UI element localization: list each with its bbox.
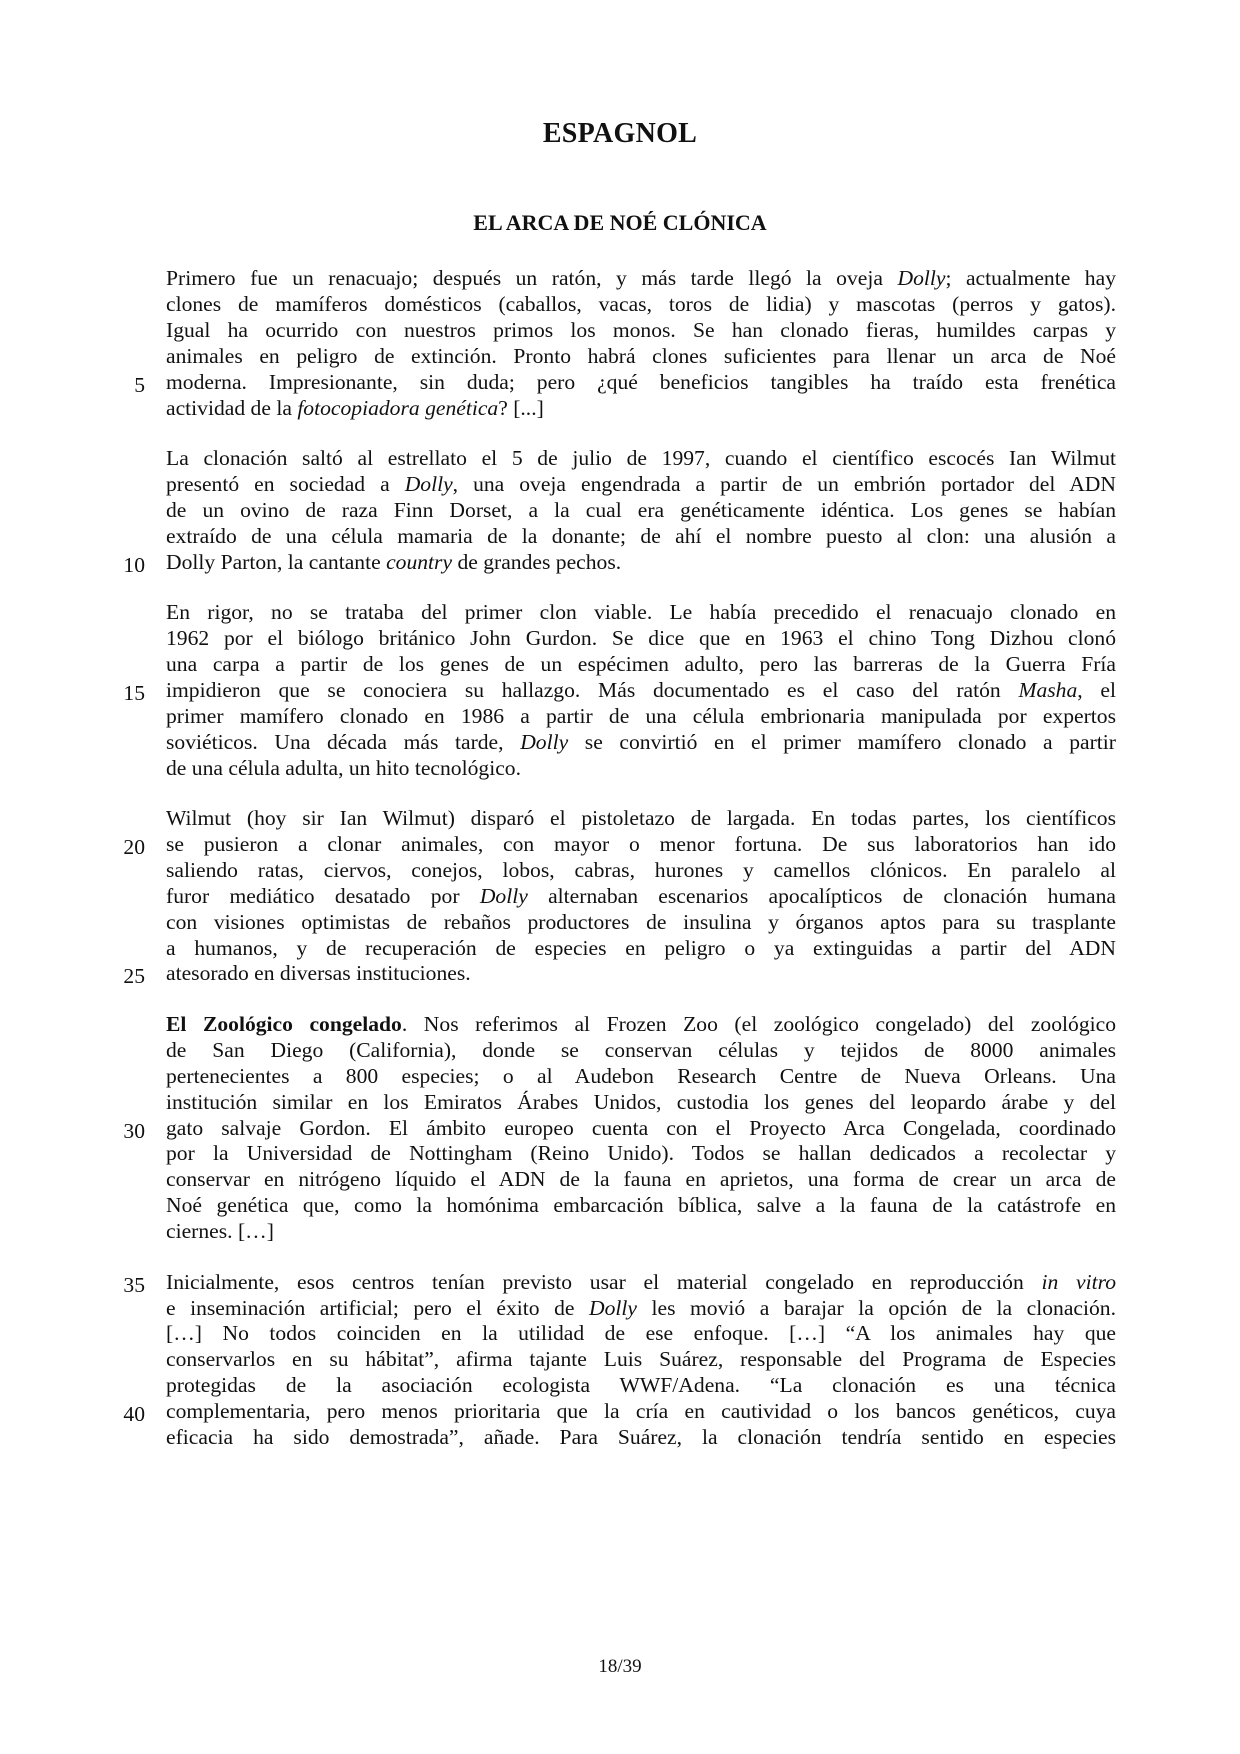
text-segment: soviéticos. Una década más tarde, xyxy=(166,729,521,754)
text-line xyxy=(166,522,1116,550)
text-line xyxy=(166,1371,1116,1399)
text-segment: e inseminación artificial; pero el éxito de xyxy=(166,1295,589,1320)
text-segment: ? [...] xyxy=(498,395,544,420)
text-segment: institución similar en los Emiratos Árabes Unidos, custodia los genes del leopardo árabe y del xyxy=(166,1089,1116,1114)
text-segment: 1962 por el biólogo británico John Gurdon. Se dice que en 1963 el chino Tong Dizhou clonó xyxy=(166,626,1116,650)
text-segment: Inicialmente, esos centros tenían previsto usar el material congelado en reproducción xyxy=(166,1269,1042,1294)
text-line xyxy=(166,934,1116,962)
text-segment: […] No todos coinciden en la utilidad de ese enfoque. […] “A los animales hay que xyxy=(166,1321,1116,1346)
text-line xyxy=(166,856,1116,884)
text-line xyxy=(166,754,1116,782)
italic-text: Dolly xyxy=(404,471,453,496)
italic-text: country xyxy=(386,549,453,574)
text-line xyxy=(166,1191,1116,1219)
text-line xyxy=(166,650,1116,678)
text-segment: ; actualmente hay xyxy=(945,266,1116,290)
italic-text: Dolly xyxy=(479,883,528,908)
text-line xyxy=(166,959,1116,987)
italic-text: Dolly xyxy=(589,1295,637,1320)
text-segment: actividad de la xyxy=(166,395,298,420)
text-segment: alternaban escenarios apocalípticos de clonación humana xyxy=(527,883,1116,908)
text-line xyxy=(166,1294,1116,1322)
text-segment: Primero fue un renacuajo; después un ratón, y más tarde llegó la oveja xyxy=(166,266,898,290)
text-line xyxy=(166,598,1116,626)
text-segment: ciernes. […] xyxy=(166,1219,274,1244)
text-line xyxy=(166,908,1116,936)
italic-text: Dolly xyxy=(520,729,569,754)
text-line xyxy=(166,470,1116,498)
text-segment: a humanos, y de recuperación de especies en peligro o ya extinguidas a partir del ADN xyxy=(166,935,1116,960)
text-segment: moderna. Impresionante, sin duda; pero ¿qué beneficios tangibles ha traído esta frenética xyxy=(166,369,1116,394)
text-segment: . Nos referimos al Frozen Zoo (el zoológico congelado) del zoológico xyxy=(401,1011,1117,1036)
text-segment: atesorado en diversas instituciones. xyxy=(166,961,471,986)
text-line xyxy=(166,1423,1116,1451)
text-line xyxy=(166,496,1116,524)
text-segment: impidieron que se conociera su hallazgo. Más documentado es el caso del ratón xyxy=(166,677,1019,702)
text-line xyxy=(166,1268,1116,1296)
text-segment: conservarlos en su hábitat”, afirma tajante Luis Suárez, responsable del Programa de Especies xyxy=(166,1347,1116,1372)
line-number: 35 xyxy=(123,1272,145,1297)
line-number: 15 xyxy=(123,680,145,705)
bold-text: El Zoológico congelado xyxy=(166,1011,402,1036)
text-line xyxy=(166,1114,1116,1142)
text-line xyxy=(166,342,1116,370)
document-title: EL ARCA DE NOÉ CLÓNICA xyxy=(473,210,767,235)
text-segment: se pusieron a clonar animales, con mayor o menor fortuna. De sus laboratorios han ido xyxy=(166,831,1116,856)
text-segment: La clonación saltó al estrellato el 5 de julio de 1997, cuando el científico escocés Ian Wilmut xyxy=(166,446,1116,470)
text-segment: , el xyxy=(1077,677,1116,702)
line-number: 10 xyxy=(123,552,145,577)
text-segment: se convirtió en el primer mamífero clonado a partir xyxy=(568,729,1116,754)
text-line xyxy=(166,624,1116,652)
text-segment: primer mamífero clonado en 1986 a partir de una célula embrionaria manipulada por expertos xyxy=(166,703,1116,728)
text-line xyxy=(166,444,1116,472)
text-segment: con visiones optimistas de rebaños productores de insulina y órganos aptos para su trasplante xyxy=(166,909,1116,934)
text-segment: , una oveja engendrada a partir de un embrión portador del ADN xyxy=(452,471,1116,496)
text-line xyxy=(166,1397,1116,1425)
text-segment: extraído de una célula mamaria de la donante; de ahí el nombre puesto al clon: una alusión a xyxy=(166,523,1116,548)
text-segment: de grandes pechos. xyxy=(452,549,622,574)
text-segment: de un ovino de raza Finn Dorset, a la cual era genéticamente idéntica. Los genes se habían xyxy=(166,497,1116,522)
text-segment: eficacia ha sido demostrada”, añade. Para Suárez, la clonación tendría sentido en especies xyxy=(166,1425,1116,1449)
page-number: 18/39 xyxy=(598,1656,642,1677)
text-line xyxy=(166,702,1116,730)
text-segment: de una célula adulta, un hito tecnológico. xyxy=(166,755,521,780)
text-segment: presentó en sociedad a xyxy=(166,471,405,496)
italic-text: Masha xyxy=(1018,677,1078,702)
text-line xyxy=(166,1319,1116,1347)
text-line xyxy=(166,1036,1116,1064)
text-line xyxy=(166,316,1116,344)
text-segment: una carpa a partir de los genes de un espécimen adulto, pero las barreras de la Guerra Fría xyxy=(166,651,1116,676)
line-number: 20 xyxy=(123,834,145,859)
line-number: 5 xyxy=(134,372,145,397)
page-header: ESPAGNOL xyxy=(542,118,698,149)
text-line xyxy=(166,1062,1116,1090)
text-segment: saliendo ratas, ciervos, conejos, lobos, cabras, hurones y camellos clónicos. En paralelo al xyxy=(166,857,1116,882)
text-segment: animales en peligro de extinción. Pronto habrá clones suficientes para llenar un arca de Noé xyxy=(166,343,1116,368)
text-segment: En rigor, no se trataba del primer clon viable. Le había precedido el renacuajo clonado en xyxy=(166,600,1116,625)
text-line xyxy=(166,264,1116,292)
text-segment: clones de mamíferos domésticos (caballos, vacas, toros de lidia) y mascotas (perros y gatos). xyxy=(166,291,1116,316)
italic-text: in vitro xyxy=(1041,1269,1116,1294)
italic-text: fotocopiadora genética xyxy=(297,395,499,420)
text-line xyxy=(166,728,1116,756)
text-segment: protegidas de la asociación ecologista WWF/Adena. “La clonación es una técnica xyxy=(166,1373,1116,1398)
text-segment: por la Universidad de Nottingham (Reino Unido). Todos se hallan dedicados a recolectar y xyxy=(166,1141,1116,1166)
text-line xyxy=(166,1139,1116,1167)
text-line xyxy=(166,1217,1116,1245)
text-segment: de San Diego (California), donde se conservan células y tejidos de 8000 animales xyxy=(166,1037,1116,1062)
text-segment: Dolly Parton, la cantante xyxy=(166,549,387,574)
text-line xyxy=(166,804,1116,832)
text-line xyxy=(166,394,1116,422)
text-line xyxy=(166,1345,1116,1373)
text-segment: gato salvaje Gordon. El ámbito europeo cuenta con el Proyecto Arca Congelada, coordinado xyxy=(166,1115,1116,1140)
text-line xyxy=(166,830,1116,858)
line-number: 40 xyxy=(123,1402,145,1427)
text-segment: conservar en nitrógeno líquido el ADN de la fauna en aprietos, una forma de crear un arca de xyxy=(166,1167,1116,1192)
text-segment: Noé genética que, como la homónima embarcación bíblica, salve a la fauna de la catástrofe en xyxy=(166,1193,1116,1218)
italic-text: Dolly xyxy=(897,266,946,290)
text-line xyxy=(166,368,1116,396)
text-segment: furor mediático desatado por xyxy=(166,883,480,908)
text-line xyxy=(166,290,1116,318)
text-line xyxy=(166,676,1116,704)
text-line xyxy=(166,882,1116,910)
text-segment: les movió a barajar la opción de la clonación. xyxy=(636,1295,1116,1320)
text-segment: pertenecientes a 800 especies; o al Audebon Research Centre de Nueva Orleans. Una xyxy=(166,1063,1116,1088)
line-number: 30 xyxy=(123,1118,145,1143)
text-segment: complementaria, pero menos prioritaria que la cría en cautividad o los bancos genéticos, cuya xyxy=(166,1399,1116,1424)
text-line xyxy=(166,1010,1116,1038)
text-line xyxy=(166,1088,1116,1116)
text-line xyxy=(166,1165,1116,1193)
text-line xyxy=(166,548,1116,576)
line-number: 25 xyxy=(123,964,145,989)
text-segment: Wilmut (hoy sir Ian Wilmut) disparó el pistoletazo de largada. En todas partes, los científicos xyxy=(166,806,1116,830)
text-segment: Igual ha ocurrido con nuestros primos los monos. Se han clonado fieras, humildes carpas y xyxy=(166,317,1116,342)
